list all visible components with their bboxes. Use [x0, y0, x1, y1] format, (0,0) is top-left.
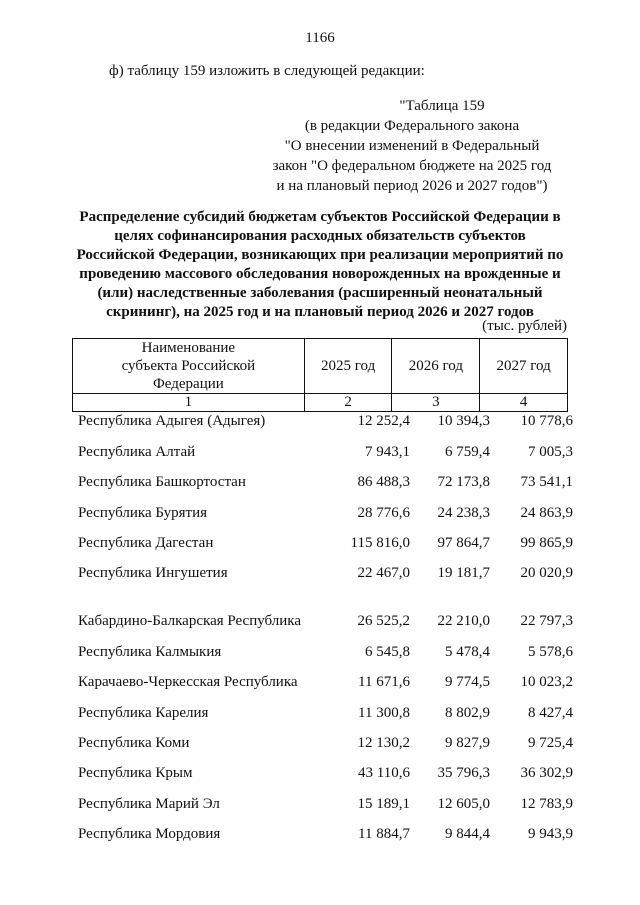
reference-line: закон "О федеральном бюджете на 2025 год: [272, 158, 552, 174]
column-number: 4: [480, 394, 568, 412]
column-header-2027: 2027 год: [480, 339, 568, 394]
region-name: Республика Адыгея (Адыгея): [78, 413, 266, 430]
value-2026: 72 173,8: [437, 474, 490, 491]
region-name: Республика Дагестан: [78, 534, 214, 551]
value-2025: 7 943,1: [365, 443, 410, 460]
region-name: Республика Ингушетия: [78, 565, 228, 582]
value-2027: 8 427,4: [528, 704, 573, 721]
value-2025: 12 252,4: [357, 413, 410, 430]
table-row: [78, 491, 578, 521]
table-row: [78, 630, 578, 660]
table-row: [78, 552, 578, 582]
table-row: [78, 661, 578, 691]
value-2026: 8 802,9: [445, 704, 490, 721]
table-row: [78, 691, 578, 721]
value-2026: 12 605,0: [437, 795, 490, 812]
region-name: Кабардино-Балкарская Республика: [78, 613, 302, 630]
units-label: (тыс. рублей): [482, 318, 567, 334]
region-name: Республика Бурятия: [78, 504, 208, 521]
table-row: [78, 522, 578, 552]
value-2027: 9 943,9: [528, 826, 573, 843]
value-2027: 5 578,6: [528, 643, 573, 660]
value-2025: 115 816,0: [350, 534, 410, 551]
value-2025: 11 884,7: [358, 826, 410, 843]
value-2025: 43 110,6: [358, 765, 410, 782]
document-heading: [70, 208, 570, 322]
intro-text: ф) таблицу 159 изложить в следующей редакции:: [109, 63, 425, 79]
value-2026: 9 827,9: [445, 734, 490, 751]
column-number: 1: [73, 394, 305, 412]
column-header-2026: 2026 год: [392, 339, 480, 394]
heading-line: скрининг), на 2025 год и на плановый период 2026 и 2027 годов: [106, 304, 534, 320]
value-2025: 6 545,8: [365, 643, 410, 660]
value-2026: 5 478,4: [445, 643, 490, 660]
value-2026: 24 238,3: [437, 504, 490, 521]
column-number: 2: [304, 394, 392, 412]
value-2026: 35 796,3: [437, 765, 490, 782]
value-2026: 19 181,7: [437, 565, 490, 582]
value-2026: 9 844,4: [445, 826, 490, 843]
region-name: Республика Марий Эл: [78, 795, 220, 812]
value-2027: 20 020,9: [520, 565, 573, 582]
table-row: [78, 782, 578, 812]
table-row: [78, 461, 578, 491]
value-2027: 36 302,9: [520, 765, 573, 782]
region-name: Республика Башкортостан: [78, 474, 246, 491]
region-name: Республика Мордовия: [78, 826, 221, 843]
heading-line: Российской Федерации, возникающих при реализации мероприятий по: [76, 247, 564, 263]
reference-line: и на плановый период 2026 и 2027 годов"): [276, 178, 548, 194]
value-2027: 73 541,1: [520, 474, 573, 491]
value-2025: 26 525,2: [357, 613, 410, 630]
value-2027: 10 023,2: [520, 674, 573, 691]
table-reference-block: [262, 96, 562, 196]
value-2027: 24 863,9: [520, 504, 573, 521]
heading-line: Распределение субсидий бюджетам субъектов Российской Федерации в: [79, 209, 561, 225]
value-2025: 28 776,6: [357, 504, 410, 521]
value-2027: 7 005,3: [528, 443, 573, 460]
column-number: 3: [392, 394, 480, 412]
value-2025: 22 467,0: [357, 565, 410, 582]
table-row: [78, 722, 578, 752]
region-name: Республика Коми: [78, 734, 190, 751]
value-2027: 10 778,6: [520, 413, 573, 430]
reference-line: (в редакции Федерального закона: [304, 118, 520, 134]
heading-line: целях софинансирования расходных обязательств субъектов: [114, 228, 526, 244]
value-2027: 22 797,3: [520, 613, 573, 630]
value-2025: 12 130,2: [357, 734, 410, 751]
value-2026: 97 864,7: [437, 534, 490, 551]
value-2026: 6 759,4: [445, 443, 490, 460]
table-body: [78, 400, 578, 843]
column-header-2025: 2025 год: [304, 339, 392, 394]
heading-line: проведению массового обследования новорожденных на врожденные и: [79, 266, 561, 282]
column-header-region: Наименование субъекта Российской Федерации: [73, 339, 305, 394]
table-row: [78, 430, 578, 460]
region-name: Карачаево-Черкесская Республика: [78, 674, 298, 691]
value-2027: 12 783,9: [520, 795, 573, 812]
value-2025: 15 189,1: [357, 795, 410, 812]
reference-line: "Таблица 159: [399, 98, 485, 114]
value-2027: 9 725,4: [528, 734, 573, 751]
table-row: [78, 400, 578, 430]
region-name: Республика Калмыкия: [78, 643, 222, 660]
page-number: 1166: [305, 30, 335, 46]
table-row: [78, 813, 578, 843]
value-2025: 11 300,8: [358, 704, 410, 721]
reference-line: "О внесении изменений в Федеральный: [284, 138, 540, 154]
value-2026: 9 774,5: [445, 674, 490, 691]
region-name: Республика Алтай: [78, 443, 196, 460]
region-name: Республика Карелия: [78, 704, 209, 721]
table-row: [78, 752, 578, 782]
value-2025: 11 671,6: [358, 674, 410, 691]
value-2025: 86 488,3: [357, 474, 410, 491]
region-name: Республика Крым: [78, 765, 193, 782]
table-row: [78, 582, 578, 630]
value-2026: 22 210,0: [437, 613, 490, 630]
value-2026: 10 394,3: [437, 413, 490, 430]
value-2027: 99 865,9: [520, 534, 573, 551]
heading-line: (или) наследственные заболевания (расширенный неонатальный: [97, 285, 543, 301]
